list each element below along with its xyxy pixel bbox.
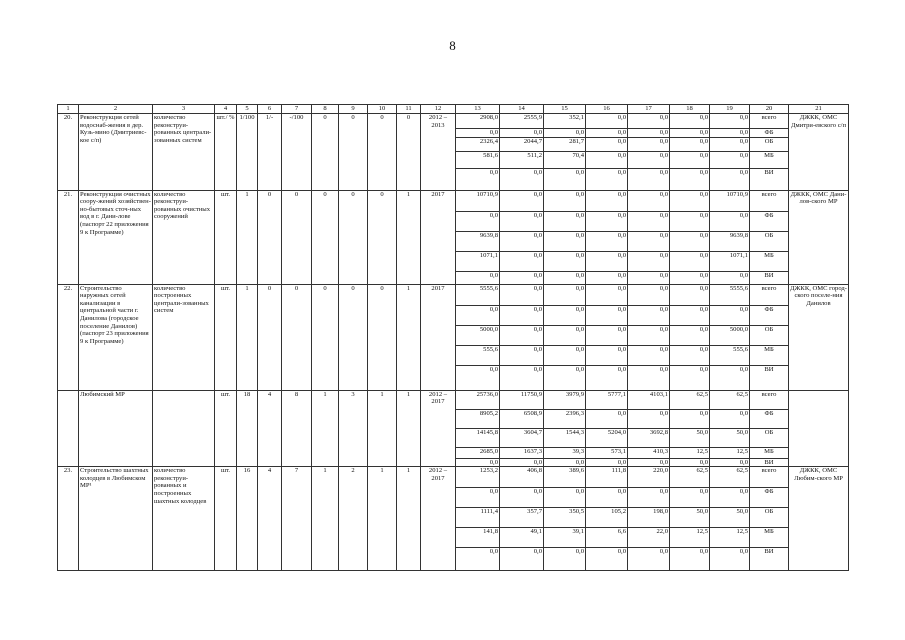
finance-value: 50,0 [710,428,750,447]
finance-source: ФБ [750,305,789,325]
finance-source: всего [750,390,789,409]
finance-source: ВИ [750,548,789,571]
finance-value: 12,5 [670,447,710,458]
finance-value: 0,0 [500,129,544,138]
finance-value: 5555,6 [710,284,750,305]
measure-name: Реконструкция очистных соору-жений хозяйствен-но-бытовых сточ-ных вод в г. Дани-лове (паспорт 22 приложения 9 к Программе) [79,190,153,284]
finance-value: 0,0 [628,137,670,151]
finance-value: 0,0 [628,151,670,168]
finance-value: 0,0 [456,305,500,325]
period: 2012 – 2017 [421,390,456,467]
finance-value: 0,0 [544,458,586,467]
finance-value: 0,0 [586,305,628,325]
finance-value: 141,8 [456,528,500,548]
page-number: 8 [449,38,456,53]
indicator-value-c7: 7 [282,467,312,571]
finance-value: 105,2 [586,508,628,528]
table-row [58,114,849,129]
finance-value: 0,0 [670,458,710,467]
finance-value: 0,0 [544,129,586,138]
indicator-name: количество реконструи-рованных централи-зованных систем [153,114,215,191]
indicator-value-c5: 1 [237,190,258,284]
program-table [57,104,849,571]
indicator-value-c11: 0 [397,114,421,191]
finance-value: 0,0 [544,548,586,571]
finance-value: 0,0 [670,211,710,231]
finance-value: 0,0 [628,284,670,305]
indicator-value-c8: 0 [312,190,339,284]
indicator-value-c7: -/100 [282,114,312,191]
finance-value: 50,0 [670,508,710,528]
finance-value: 9639,8 [456,231,500,251]
finance-value: 12,5 [670,528,710,548]
column-number-18: 18 [670,105,710,114]
indicator-value-c6: 0 [258,190,282,284]
finance-value: 0,0 [586,345,628,365]
finance-value: 0,0 [670,271,710,284]
finance-value: 4103,1 [628,390,670,409]
indicator-name: количество реконструи-рованных очистных сооружений [153,190,215,284]
indicator-value-c8: 1 [312,390,339,467]
column-number-20: 20 [750,105,789,114]
finance-value: 0,0 [586,548,628,571]
finance-value: 511,2 [500,151,544,168]
finance-value: 10710,9 [710,190,750,211]
indicator-value-c5: 1 [237,284,258,390]
finance-value: 0,0 [628,168,670,190]
unit: шт./ % [215,114,237,191]
executor: ДЖКК, ОМС город-ского поселе-ния Данилов [789,284,849,390]
finance-value: 0,0 [500,231,544,251]
finance-source: всего [750,114,789,129]
finance-value: 0,0 [586,114,628,129]
finance-value: 0,0 [710,409,750,428]
indicator-value-c7: 8 [282,390,312,467]
entry-number: 21. [58,190,79,284]
finance-value: 0,0 [628,548,670,571]
finance-value: 0,0 [586,284,628,305]
finance-value: 0,0 [544,251,586,271]
column-number-2: 2 [79,105,153,114]
finance-source: ВИ [750,458,789,467]
finance-value: 0,0 [456,458,500,467]
finance-value: 0,0 [670,409,710,428]
column-number-5: 5 [237,105,258,114]
indicator-value-c6: 0 [258,284,282,390]
table-row [58,284,849,305]
indicator-value-c6: 4 [258,390,282,467]
finance-value: 10710,9 [456,190,500,211]
finance-value: 0,0 [544,345,586,365]
column-number-9: 9 [339,105,368,114]
finance-value: 14145,8 [456,428,500,447]
executor: ДЖКК, ОМС Дани-лов-ского МР [789,190,849,284]
finance-value: 2908,0 [456,114,500,129]
finance-value: 0,0 [456,548,500,571]
finance-value: 0,0 [456,271,500,284]
finance-value: 0,0 [544,365,586,390]
finance-value: 0,0 [500,488,544,508]
finance-value: 0,0 [586,168,628,190]
indicator-value-c8: 0 [312,284,339,390]
finance-value: 3979,9 [544,390,586,409]
indicator-value-c10: 0 [368,284,397,390]
finance-value: 0,0 [710,211,750,231]
executor: ДЖКК, ОМС Дмитри-евского с/п [789,114,849,191]
finance-value: 0,0 [456,365,500,390]
finance-value: 1071,1 [710,251,750,271]
finance-value: 581,6 [456,151,500,168]
finance-value: 0,0 [670,231,710,251]
finance-value: 2396,3 [544,409,586,428]
finance-value: 0,0 [456,211,500,231]
column-number-3: 3 [153,105,215,114]
period: 2012 – 2017 [421,467,456,571]
finance-source: МБ [750,345,789,365]
finance-value: 0,0 [586,458,628,467]
column-number-17: 17 [628,105,670,114]
finance-value: 62,5 [670,467,710,488]
column-number-6: 6 [258,105,282,114]
finance-value: 0,0 [500,458,544,467]
finance-value: 5555,6 [456,284,500,305]
finance-value: 0,0 [710,151,750,168]
finance-value: 220,0 [628,467,670,488]
finance-value: 0,0 [456,168,500,190]
indicator-value-c10: 1 [368,390,397,467]
indicator-value-c5: 1/100 [237,114,258,191]
finance-value: 0,0 [628,129,670,138]
finance-value: 1071,1 [456,251,500,271]
entry-number [58,390,79,467]
finance-value: 0,0 [544,168,586,190]
entry-number: 20. [58,114,79,191]
finance-value: 0,0 [670,548,710,571]
measure-name: Любимский МР [79,390,153,467]
finance-value: 0,0 [670,251,710,271]
finance-value: 0,0 [670,137,710,151]
finance-value: 0,0 [710,271,750,284]
indicator-value-c6: 1/- [258,114,282,191]
finance-value: 0,0 [710,305,750,325]
finance-value: 0,0 [586,211,628,231]
finance-value: 0,0 [710,365,750,390]
unit: шт. [215,190,237,284]
finance-value: 0,0 [628,231,670,251]
indicator-value-c10: 1 [368,467,397,571]
finance-value: 5777,1 [586,390,628,409]
finance-value: 6,6 [586,528,628,548]
finance-source: МБ [750,251,789,271]
finance-source: МБ [750,447,789,458]
finance-value: 0,0 [628,345,670,365]
finance-value: 0,0 [710,548,750,571]
finance-value: 0,0 [586,488,628,508]
finance-value: 2685,0 [456,447,500,458]
finance-source: ОБ [750,428,789,447]
indicator-value-c11: 1 [397,390,421,467]
finance-value: 3604,7 [500,428,544,447]
finance-source: всего [750,467,789,488]
finance-source: ФБ [750,129,789,138]
finance-value: 5000,0 [710,325,750,345]
indicator-value-c5: 18 [237,390,258,467]
finance-value: 0,0 [670,284,710,305]
indicator-value-c8: 0 [312,114,339,191]
finance-value: 6508,9 [500,409,544,428]
finance-source: ОБ [750,231,789,251]
finance-source: ВИ [750,168,789,190]
finance-value: 3692,8 [628,428,670,447]
column-number-4: 4 [215,105,237,114]
finance-value: 0,0 [544,325,586,345]
finance-value: 1111,4 [456,508,500,528]
indicator-value-c8: 1 [312,467,339,571]
finance-value: 0,0 [500,284,544,305]
finance-value: 70,4 [544,151,586,168]
finance-value: 0,0 [456,488,500,508]
finance-value: 0,0 [500,548,544,571]
column-number-10: 10 [368,105,397,114]
finance-value: 50,0 [670,428,710,447]
column-number-1: 1 [58,105,79,114]
finance-value: 555,6 [456,345,500,365]
indicator-value-c7: 0 [282,190,312,284]
finance-value: 111,8 [586,467,628,488]
finance-source: ФБ [750,409,789,428]
finance-value: 0,0 [500,271,544,284]
finance-value: 8905,2 [456,409,500,428]
finance-value: 62,5 [710,390,750,409]
entry-number: 23. [58,467,79,571]
finance-value: 0,0 [628,190,670,211]
finance-value: 0,0 [586,151,628,168]
finance-value: 350,5 [544,508,586,528]
finance-value: 25736,0 [456,390,500,409]
indicator-name: количество реконструи-рованных и построенных шахтных колодцев [153,467,215,571]
measure-name: Строительство наружных сетей канализации в центральной части г. Данилова (городское поселение Данилов) (паспорт 23 приложения 9 к Программе) [79,284,153,390]
finance-value: 2555,9 [500,114,544,129]
finance-value: 9639,8 [710,231,750,251]
finance-value: 0,0 [500,365,544,390]
period: 2012 – 2013 [421,114,456,191]
unit: шт. [215,390,237,467]
finance-value: 0,0 [628,409,670,428]
finance-source: ВИ [750,365,789,390]
finance-value: 1253,2 [456,467,500,488]
table-row [58,467,849,488]
column-number-21: 21 [789,105,849,114]
finance-value: 0,0 [544,190,586,211]
indicator-value-c9: 0 [339,114,368,191]
finance-value: 410,3 [628,447,670,458]
finance-value: 5204,0 [586,428,628,447]
indicator-value-c9: 3 [339,390,368,467]
finance-value: 0,0 [544,284,586,305]
column-number-8: 8 [312,105,339,114]
finance-value: 0,0 [628,365,670,390]
finance-value: 0,0 [500,251,544,271]
finance-value: 0,0 [544,231,586,251]
indicator-value-c11: 1 [397,190,421,284]
finance-value: 573,1 [586,447,628,458]
finance-value: 0,0 [500,211,544,231]
finance-source: ОБ [750,508,789,528]
finance-value: 555,6 [710,345,750,365]
indicator-name: количество построенных централи-зованных систем [153,284,215,390]
finance-value: 0,0 [586,190,628,211]
finance-value: 0,0 [670,129,710,138]
finance-value: 0,0 [500,190,544,211]
finance-value: 0,0 [628,251,670,271]
finance-value: 0,0 [586,251,628,271]
finance-value: 0,0 [628,458,670,467]
finance-value: 0,0 [710,114,750,129]
column-number-11: 11 [397,105,421,114]
measure-name: Строительство шахтных колодцев в Любимском МР¹ [79,467,153,571]
finance-source: ОБ [750,137,789,151]
finance-source: ОБ [750,325,789,345]
finance-source: всего [750,284,789,305]
finance-value: 0,0 [670,365,710,390]
period: 2017 [421,190,456,284]
executor: ДЖКК, ОМС Любим-ского МР [789,467,849,571]
indicator-value-c11: 1 [397,284,421,390]
finance-value: 39,1 [544,528,586,548]
measure-name: Реконструкция сетей водоснаб-жения в дер. Кузь-мино (Дмитриевс-кое с/п) [79,114,153,191]
finance-value: 0,0 [670,114,710,129]
finance-value: 0,0 [586,409,628,428]
indicator-value-c9: 0 [339,190,368,284]
finance-value: 62,5 [710,467,750,488]
finance-value: 0,0 [544,305,586,325]
finance-value: 2044,7 [500,137,544,151]
finance-value: 39,3 [544,447,586,458]
finance-value: 0,0 [500,305,544,325]
finance-value: 198,0 [628,508,670,528]
finance-source: ФБ [750,488,789,508]
finance-value: 49,1 [500,528,544,548]
column-number-14: 14 [500,105,544,114]
indicator-value-c7: 0 [282,284,312,390]
finance-value: 0,0 [628,488,670,508]
unit: шт. [215,467,237,571]
finance-value: 0,0 [456,129,500,138]
entry-number: 22. [58,284,79,390]
column-number-15: 15 [544,105,586,114]
finance-value: 0,0 [544,488,586,508]
finance-value: 22,0 [628,528,670,548]
finance-source: ВИ [750,271,789,284]
executor [789,390,849,467]
finance-value: 0,0 [628,305,670,325]
finance-value: 0,0 [500,168,544,190]
indicator-value-c11: 1 [397,467,421,571]
finance-value: 0,0 [544,271,586,284]
finance-value: 0,0 [586,365,628,390]
table-row [58,390,849,409]
finance-value: 1637,3 [500,447,544,458]
finance-value: 0,0 [710,458,750,467]
column-number-12: 12 [421,105,456,114]
indicator-value-c10: 0 [368,190,397,284]
unit: шт. [215,284,237,390]
finance-value: 0,0 [628,211,670,231]
finance-value: 389,6 [544,467,586,488]
finance-source: МБ [750,151,789,168]
period: 2017 [421,284,456,390]
finance-value: 0,0 [586,129,628,138]
finance-value: 2326,4 [456,137,500,151]
finance-value: 0,0 [670,345,710,365]
finance-value: 281,7 [544,137,586,151]
finance-source: ФБ [750,211,789,231]
finance-value: 5000,0 [456,325,500,345]
finance-value: 0,0 [710,168,750,190]
finance-value: 0,0 [670,305,710,325]
column-number-7: 7 [282,105,312,114]
finance-value: 0,0 [544,211,586,231]
finance-value: 0,0 [628,271,670,284]
finance-value: 50,0 [710,508,750,528]
finance-value: 357,7 [500,508,544,528]
finance-value: 0,0 [710,137,750,151]
column-number-16: 16 [586,105,628,114]
finance-value: 406,8 [500,467,544,488]
finance-value: 352,1 [544,114,586,129]
finance-value: 0,0 [628,325,670,345]
indicator-value-c9: 2 [339,467,368,571]
finance-value: 0,0 [670,151,710,168]
finance-value: 0,0 [670,190,710,211]
finance-value: 1544,3 [544,428,586,447]
finance-value: 12,5 [710,528,750,548]
column-number-row [58,105,849,114]
indicator-value-c5: 16 [237,467,258,571]
finance-value: 0,0 [500,325,544,345]
indicator-value-c6: 4 [258,467,282,571]
finance-value: 62,5 [670,390,710,409]
finance-value: 0,0 [670,168,710,190]
indicator-value-c9: 0 [339,284,368,390]
finance-value: 0,0 [586,231,628,251]
indicator-name [153,390,215,467]
column-number-13: 13 [456,105,500,114]
finance-value: 0,0 [628,114,670,129]
finance-value: 11750,9 [500,390,544,409]
finance-value: 0,0 [710,488,750,508]
column-number-19: 19 [710,105,750,114]
finance-value: 0,0 [670,325,710,345]
finance-value: 12,5 [710,447,750,458]
finance-value: 0,0 [586,325,628,345]
table-row [58,190,849,211]
finance-value: 0,0 [710,129,750,138]
indicator-value-c10: 0 [368,114,397,191]
finance-value: 0,0 [586,271,628,284]
finance-source: всего [750,190,789,211]
finance-value: 0,0 [670,488,710,508]
finance-value: 0,0 [586,137,628,151]
finance-source: МБ [750,528,789,548]
finance-value: 0,0 [500,345,544,365]
